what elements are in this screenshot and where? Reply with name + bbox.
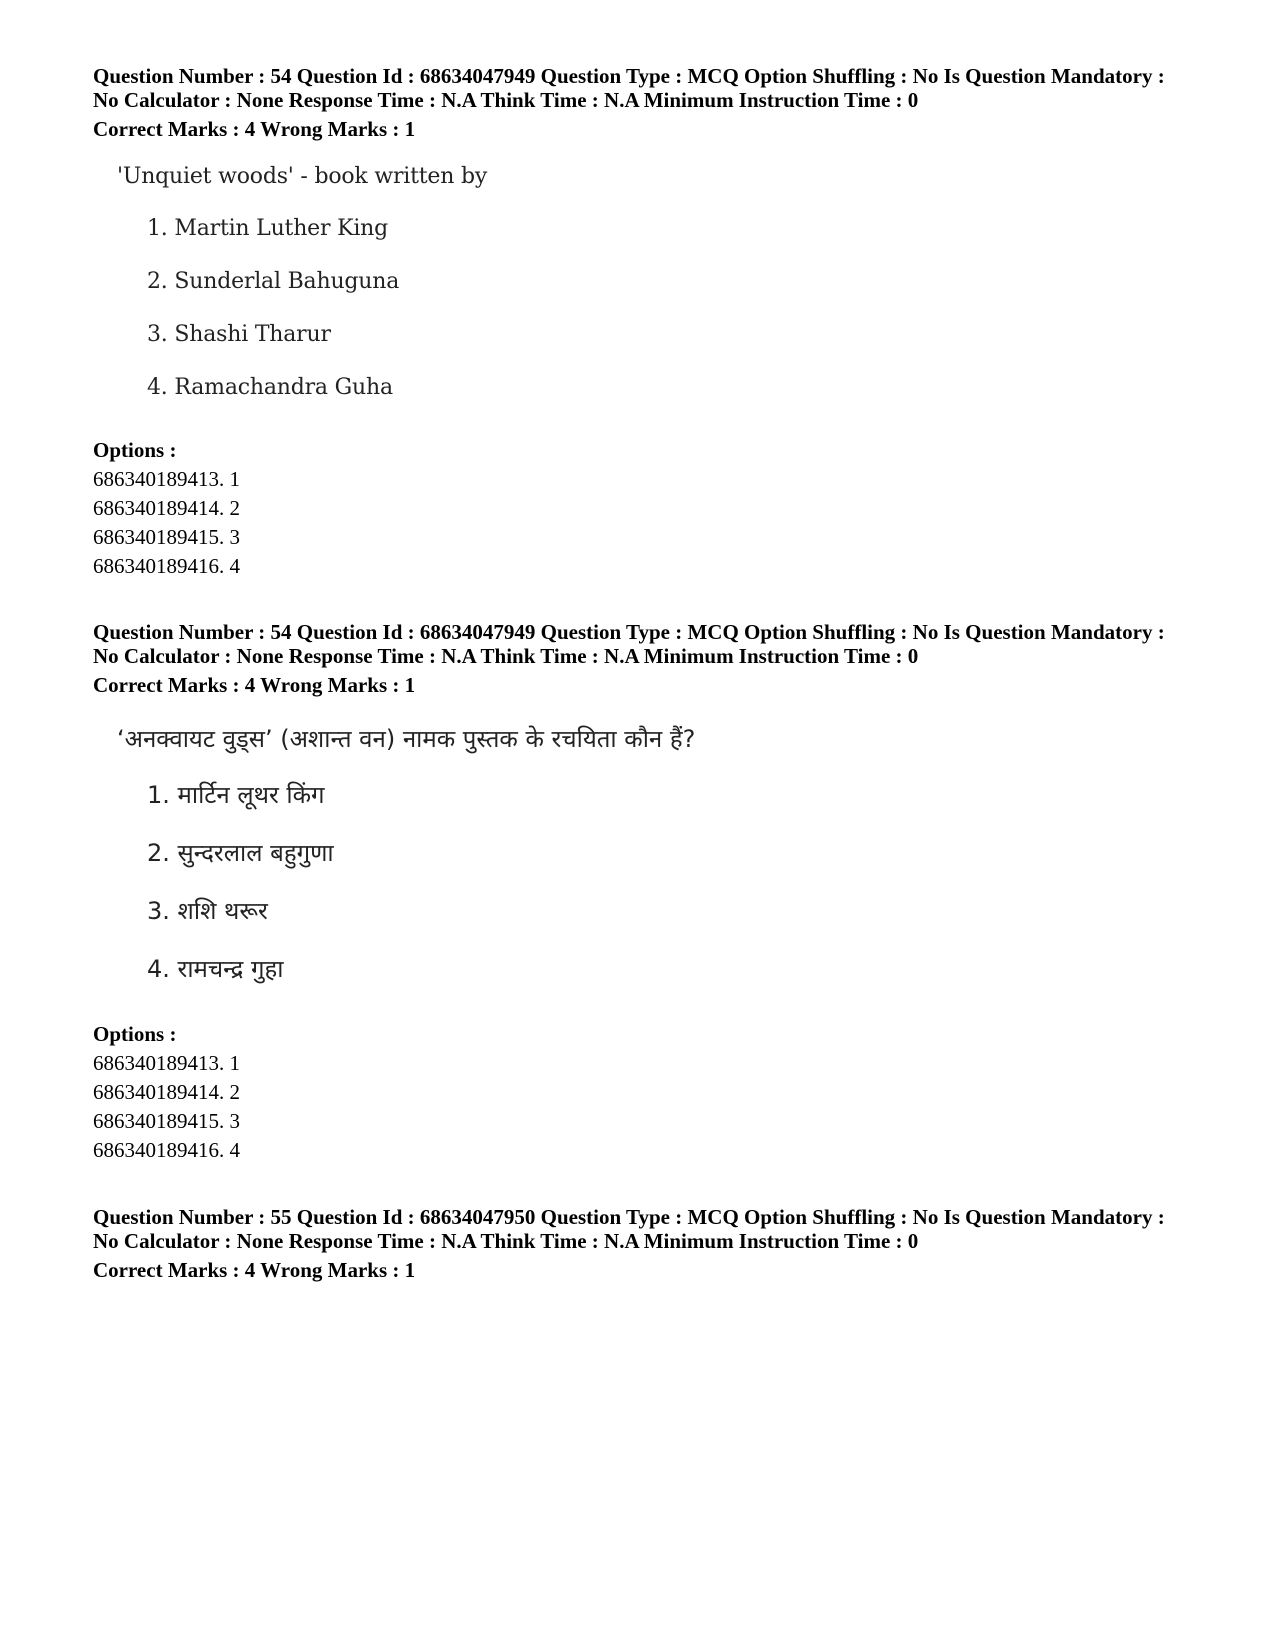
option-item: 686340189414. 2 [93,1080,240,1104]
question-choice: 3. शशि थरूर [147,897,268,925]
question-meta-line: No Calculator : None Response Time : N.A Think Time : N.A Minimum Instruction Time : 0 [93,1229,919,1253]
marks-line: Correct Marks : 4 Wrong Marks : 1 [93,673,416,697]
question-choice: 1. मार्टिन लूथर किंग [147,781,325,809]
question-header [93,64,1213,141]
question-choice: 1. Martin Luther King [147,216,389,241]
question-choice: 3. Shashi Tharur [147,322,331,347]
question-meta-line: Question Number : 54 Question Id : 68634047949 Question Type : MCQ Option Shuffling : No Is Question Mandatory : [93,64,1165,88]
option-item: 686340189415. 3 [93,1109,240,1133]
options-list [93,1020,240,1165]
question-meta-line: No Calculator : None Response Time : N.A Think Time : N.A Minimum Instruction Time : 0 [93,88,919,112]
options-title: Options : [93,1022,177,1046]
question-choice: 2. सुन्दरलाल बहुगुणा [147,839,334,867]
option-item: 686340189416. 4 [93,1138,240,1162]
question-choice: 4. रामचन्द्र गुहा [147,955,284,983]
option-item: 686340189413. 1 [93,467,240,491]
question-meta-line: Question Number : 54 Question Id : 68634047949 Question Type : MCQ Option Shuffling : No Is Question Mandatory : [93,620,1165,644]
question-choice: 2. Sunderlal Bahuguna [147,269,400,294]
option-item: 686340189414. 2 [93,496,240,520]
question-body [93,160,793,410]
question-header [93,620,1213,697]
option-item: 686340189415. 3 [93,525,240,549]
question-stem: 'Unquiet woods' - book written by [117,164,488,189]
option-item: 686340189413. 1 [93,1051,240,1075]
marks-line: Correct Marks : 4 Wrong Marks : 1 [93,117,416,141]
question-stem: ‘अनक्वायट वुड्स’ (अशान्त वन) नामक पुस्तक के रचयिता कौन हैं? [117,725,696,753]
question-header [93,1205,1213,1282]
question-choice: 4. Ramachandra Guha [147,375,393,400]
question-body [93,720,793,1010]
marks-line: Correct Marks : 4 Wrong Marks : 1 [93,1258,416,1282]
options-title: Options : [93,438,177,462]
option-item: 686340189416. 4 [93,554,240,578]
options-list [93,436,240,581]
question-meta-line: No Calculator : None Response Time : N.A Think Time : N.A Minimum Instruction Time : 0 [93,644,919,668]
question-meta-line: Question Number : 55 Question Id : 68634047950 Question Type : MCQ Option Shuffling : No Is Question Mandatory : [93,1205,1165,1229]
